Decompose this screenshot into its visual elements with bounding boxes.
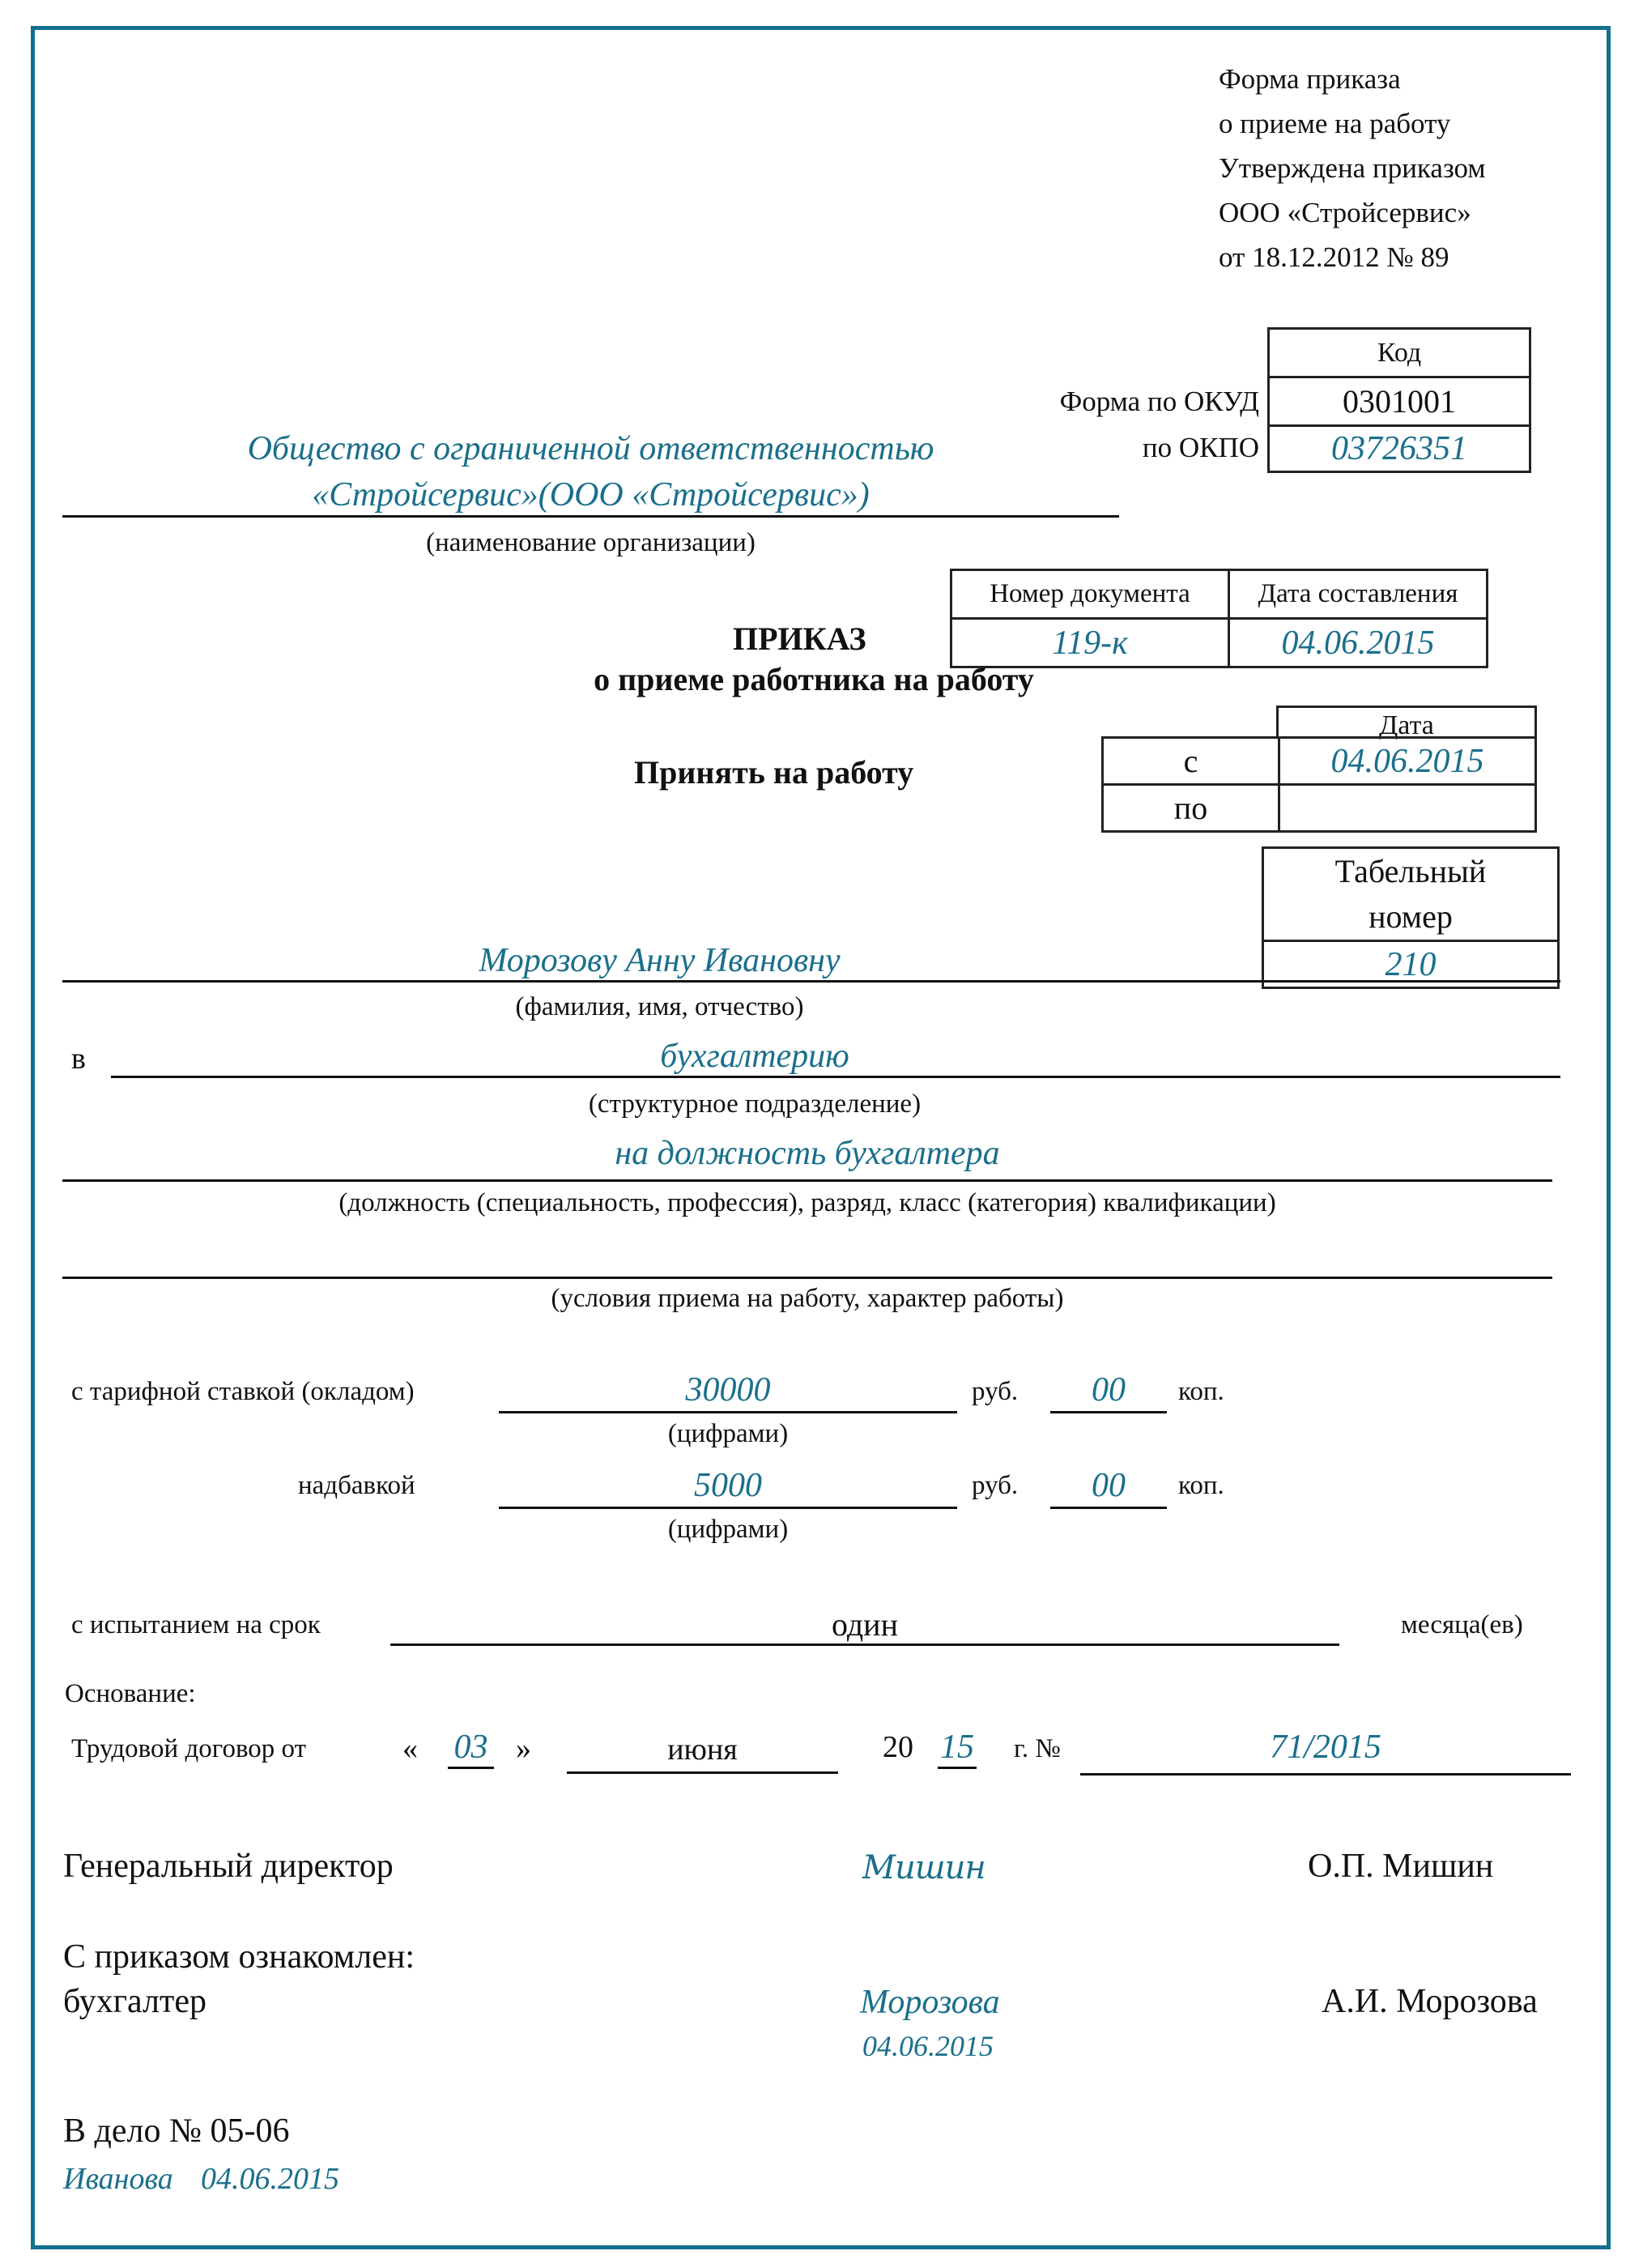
bonus-rub-underline — [499, 1507, 957, 1509]
hire-label: Принять на работу — [634, 754, 914, 791]
hire-date-header: Дата — [1276, 706, 1537, 738]
tab-number-table — [1262, 846, 1560, 989]
okud-value: 0301001 — [1269, 377, 1530, 426]
tab-number-header — [1263, 848, 1559, 941]
title-line1: ПРИКАЗ — [733, 620, 866, 657]
organization-underline — [62, 515, 1119, 518]
contract-number[interactable]: 71/2015 — [1270, 1729, 1381, 1766]
filing-label: В дело № 05-06 — [63, 2112, 290, 2150]
director-signature: Мишин — [862, 1849, 985, 1886]
rate-rub-label: руб. — [972, 1377, 1019, 1406]
quote-open: « — [402, 1732, 418, 1766]
rate-rub-underline — [499, 1411, 957, 1413]
hire-dates-table — [1101, 736, 1537, 833]
bonus-kop-value[interactable]: 00 — [1092, 1467, 1126, 1504]
rate-rub-value[interactable]: 30000 — [685, 1371, 771, 1409]
rate-caption: (цифрами) — [667, 1419, 789, 1448]
employee-sign-date: 04.06.2015 — [862, 2030, 994, 2062]
document-table — [950, 569, 1488, 668]
director-title: Генеральный директор — [63, 1848, 394, 1885]
okpo-label: по ОКПО — [1142, 432, 1259, 463]
hire-from-value[interactable]: 04.06.2015 — [1279, 738, 1536, 785]
tab-number-value[interactable]: 210 — [1263, 941, 1559, 988]
hire-to-value[interactable] — [1279, 785, 1536, 832]
dept-prefix: в — [71, 1042, 86, 1076]
hire-from-label: с — [1103, 738, 1279, 785]
conditions-underline — [62, 1277, 1552, 1279]
doc-date-value: 04.06.2015 — [1229, 619, 1488, 667]
bonus-caption: (цифрами) — [667, 1515, 789, 1544]
department-underline — [111, 1076, 1560, 1078]
organization-caption: (наименование организации) — [426, 528, 756, 557]
tab-number-header-line2: номер — [1368, 898, 1453, 935]
director-name: О.П. Мишин — [1308, 1848, 1494, 1885]
okpo-value: 03726351 — [1269, 426, 1530, 472]
position-caption: (должность (специальность, профессия), разряд, класс (категория) квалификации) — [338, 1188, 1276, 1217]
bonus-rub-value[interactable]: 5000 — [694, 1467, 762, 1504]
approval-line: Форма приказа — [1219, 63, 1401, 95]
organization-name-line2: «Стройсервис»(ООО «Стройсервис») — [312, 476, 870, 514]
rate-kop-underline — [1050, 1411, 1167, 1413]
approval-line: о приеме на работу — [1219, 108, 1451, 139]
department-value[interactable]: бухгалтерию — [660, 1038, 849, 1075]
filing-date: 04.06.2015 — [201, 2162, 339, 2196]
codes-header: Код — [1269, 329, 1530, 377]
bonus-kop-label: коп. — [1178, 1471, 1224, 1500]
probation-value[interactable]: один — [831, 1606, 898, 1643]
employee-name[interactable]: Морозову Анну Ивановну — [479, 942, 841, 979]
tab-number-header-line1: Табельный — [1334, 853, 1487, 889]
employee-title: бухгалтер — [63, 1983, 206, 2020]
filing-clerk: Иванова — [63, 2162, 173, 2196]
doc-number-value: 119-к — [951, 619, 1229, 667]
bonus-rub-label: руб. — [972, 1471, 1019, 1500]
conditions-caption: (условия приема на работу, характер работы) — [551, 1284, 1064, 1313]
title-line2: о приеме работника на работу — [594, 661, 1034, 697]
contract-day[interactable]: 03 — [448, 1728, 494, 1769]
approval-line: от 18.12.2012 № 89 — [1219, 241, 1449, 273]
rate-kop-label: коп. — [1178, 1377, 1224, 1406]
employee-name-caption: (фамилия, имя, отчество) — [515, 992, 804, 1021]
department-caption: (структурное подразделение) — [588, 1089, 922, 1119]
employee-name-sign: А.И. Морозова — [1322, 1983, 1538, 2020]
quote-close: » — [516, 1732, 531, 1766]
contract-number-underline — [1080, 1773, 1571, 1776]
approval-line: Утверждена приказом — [1219, 152, 1486, 184]
probation-unit: месяца(ев) — [1401, 1610, 1523, 1639]
contract-year-prefix: 20 — [883, 1730, 913, 1764]
hire-to-label: по — [1103, 785, 1279, 832]
position-underline — [62, 1179, 1552, 1182]
rate-kop-value[interactable]: 00 — [1092, 1371, 1126, 1409]
employee-signature: Морозова — [860, 1984, 1000, 2021]
position-value[interactable]: на должность бухгалтера — [615, 1135, 1000, 1172]
employee-name-underline — [62, 980, 1560, 983]
okud-label: Форма по ОКУД — [1059, 386, 1259, 417]
codes-table — [1267, 327, 1531, 473]
doc-date-header: Дата составления — [1229, 570, 1488, 619]
probation-label: с испытанием на срок — [71, 1610, 321, 1639]
bonus-kop-underline — [1050, 1507, 1167, 1509]
contract-month[interactable]: июня — [667, 1733, 738, 1767]
acquainted-label: С приказом ознакомлен: — [63, 1938, 415, 1976]
contract-label: Трудовой договор от — [71, 1734, 307, 1763]
basis-label: Основание: — [65, 1679, 196, 1708]
bonus-label: надбавкой — [298, 1471, 415, 1500]
organization-name-line1: Общество с ограниченной ответственностью — [247, 430, 934, 467]
contract-number-label: г. № — [1014, 1734, 1061, 1763]
approval-line: ООО «Стройсервис» — [1219, 197, 1471, 228]
contract-month-underline — [567, 1771, 838, 1774]
doc-number-header: Номер документа — [951, 570, 1229, 619]
rate-label: с тарифной ставкой (окладом) — [71, 1377, 415, 1406]
probation-underline — [390, 1643, 1339, 1646]
contract-year-suffix[interactable]: 15 — [938, 1728, 977, 1769]
